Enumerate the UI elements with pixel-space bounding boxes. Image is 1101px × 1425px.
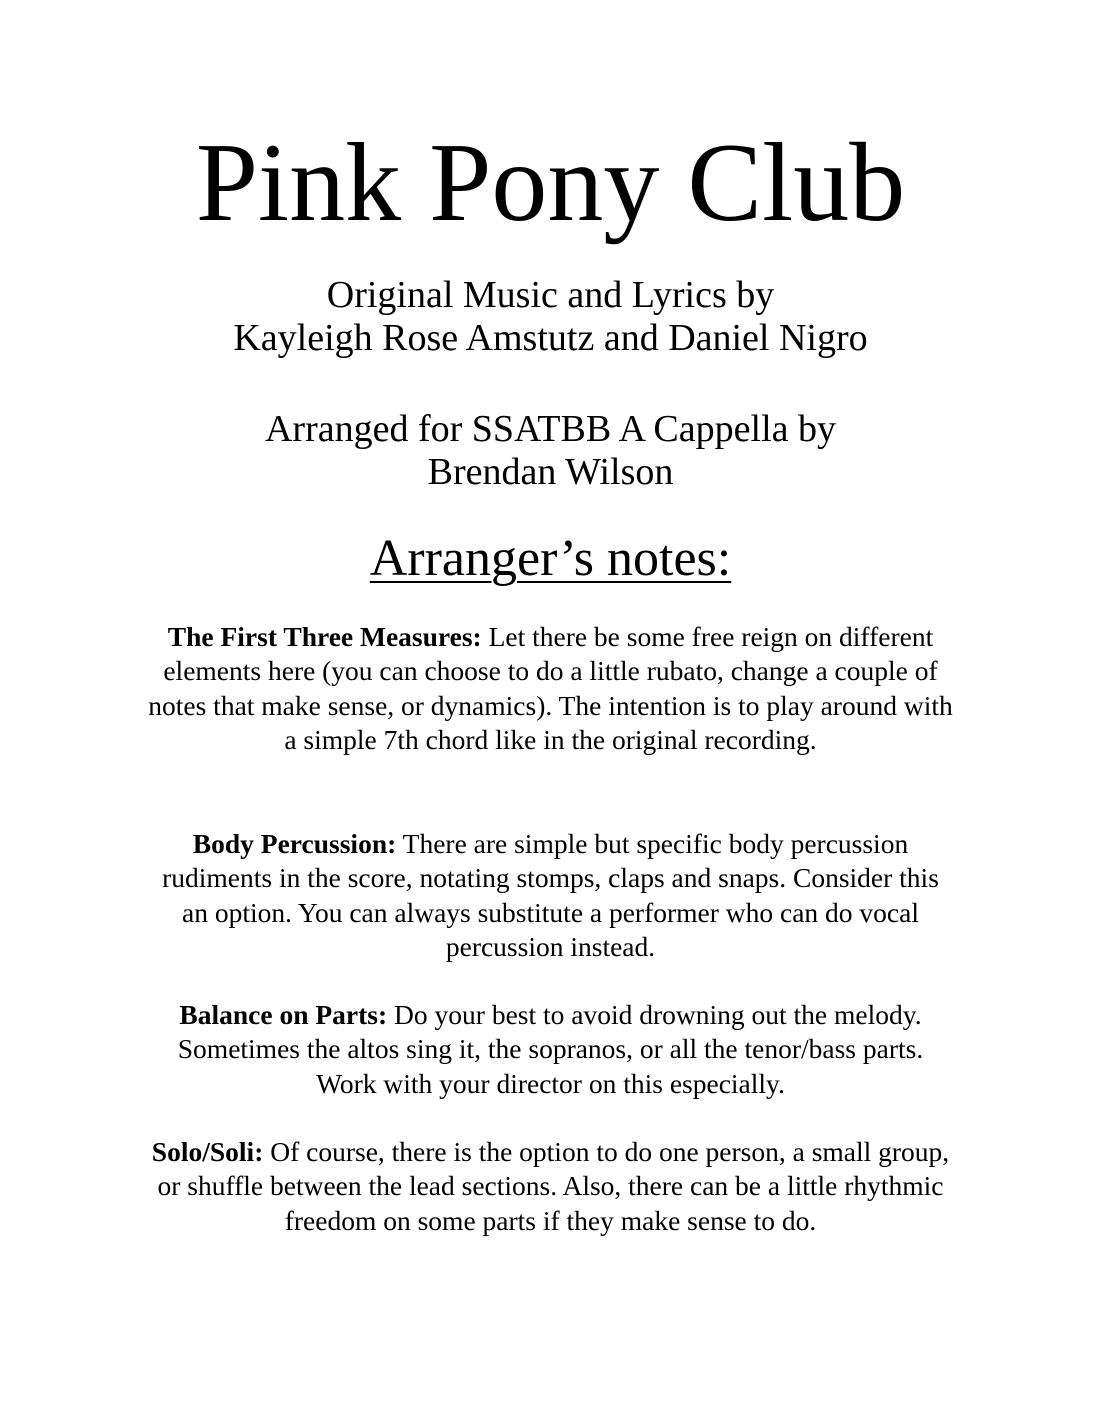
notes-heading-text: Arranger’s notes: — [369, 530, 732, 587]
page-title: Pink Pony Club — [195, 121, 906, 245]
note-label: Solo/Soli: — [151, 1136, 264, 1167]
arranger-name: Brendan Wilson — [427, 451, 674, 493]
music-credits — [0, 274, 1101, 360]
arrangement-credit-line: Arranged for SSATBB A Cappella by — [264, 408, 836, 450]
note-text: Of course, there is the option to do one person, a small group, or shuffle between the lead sections. Also, there can be a little rhythmic freedom on some parts if they make sense to do. — [157, 1136, 950, 1236]
music-credit-line: Original Music and Lyrics by — [326, 274, 775, 316]
note-first-three-measures — [148, 620, 953, 757]
note-body-percussion — [148, 827, 953, 964]
note-label: The First Three Measures: — [167, 621, 482, 652]
note-balance-on-parts — [148, 998, 953, 1101]
notes-heading — [0, 527, 1101, 591]
note-label: Balance on Parts: — [179, 999, 388, 1030]
note-solo-soli — [138, 1135, 963, 1238]
composers-names: Kayleigh Rose Amstutz and Daniel Nigro — [233, 317, 868, 359]
note-text: Do your best to avoid drowning out the melody. Sometimes the altos sing it, the sopranos, or all the tenor/bass parts. Work with your director on this especially. — [177, 999, 924, 1099]
note-label: Body Percussion: — [192, 828, 397, 859]
note-text: Let there be some free reign on different elements here (you can choose to do a little rubato, change a couple of notes that make sense, or dynamics). The intention is to play around with a simple 7th chord like in the original recording. — [148, 621, 953, 755]
note-text: There are simple but specific body percussion rudiments in the score, notating stomps, claps and snaps. Consider this an option. You can always substitute a performer who can do vocal percussion instead. — [162, 828, 939, 962]
arrangement-credits — [0, 408, 1101, 494]
